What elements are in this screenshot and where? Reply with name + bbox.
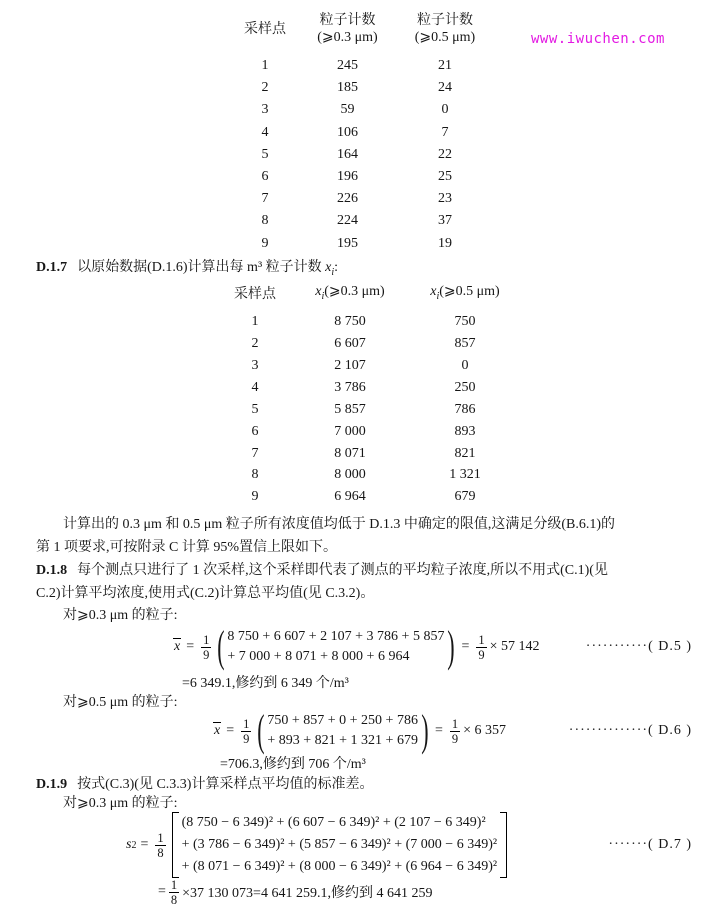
equals-sign: = (140, 837, 149, 853)
paragraph-limits (0, 513, 720, 559)
sum-stack-d7: (8 750 − 6 349)² + (6 607 − 6 349)² + (2 107 − 6 349)² + (3 786 − 6 349)² + (5 857 − 6 349)² + (7 000 − 6 349)² + (8 071 − 6 349)² + (8 000 − 6 349)² + (6 964 − 6 349)² (181, 815, 498, 875)
label-particles-05: 对⩾0.5 μm 的粒子: (63, 695, 178, 711)
table2-cell-xi03: 7 000 (334, 423, 366, 439)
clause-label-d19: D.1.9 (36, 777, 68, 793)
equals-sign: = (158, 884, 166, 900)
label-particles-03-first: 对⩾0.3 μm 的粒子: (63, 608, 178, 624)
table1-cell-count03: 245 (337, 58, 358, 74)
table1-cell-count05: 21 (438, 58, 452, 74)
table2-cell-xi03: 2 107 (334, 358, 366, 373)
fraction-1-8: $\frac{1}{8}$ (170, 877, 178, 907)
table2-cell-xi05: 821 (454, 445, 476, 461)
fraction-1-9: $\frac{1}{9}$ (243, 716, 250, 746)
table2-cell-xi03: 6 964 (334, 489, 366, 505)
table1-header-count-05: 粒子计数 (⩾0.5 μm) (414, 13, 476, 45)
table2-cell-xi03: 6 607 (334, 336, 366, 352)
table1-cell-count05: 0 (441, 102, 449, 118)
x-bar-variable: x (174, 639, 181, 655)
table1-cell-point: 4 (261, 124, 269, 140)
sum-stack-d5: 8 750 + 6 607 + 2 107 + 3 786 + 5 857 + 7 000 + 8 071 + 8 000 + 6 964 (227, 629, 445, 665)
table1-cell-point: 7 (261, 191, 269, 207)
equation-number-d5: ···········( D.5 ) (585, 639, 692, 655)
sum-stack-d6: 750 + 857 + 0 + 250 + 786 + 893 + 821 + 1 321 + 679 (267, 713, 418, 749)
table2-cell-xi03: 8 750 (334, 314, 366, 330)
fraction-1-9: $\frac{1}{9}$ (451, 716, 459, 746)
equals-sign: = (186, 639, 195, 655)
table2-cell-xi05: 893 (454, 423, 476, 439)
table2-rows (205, 311, 720, 508)
table2-cell-xi05: 750 (454, 314, 476, 330)
table1-cell-count05: 24 (438, 80, 452, 96)
result-d7 (0, 877, 720, 907)
paragraph-d17: D.1.7 以原始数据(D.1.6)计算出每 m³ 粒子计数 $x_i$: (36, 259, 339, 278)
equation-d5 (0, 624, 720, 670)
big-paren-left: ( (257, 706, 265, 756)
big-paren-right: ) (421, 706, 429, 756)
table1-cell-point: 1 (261, 58, 269, 74)
table2-cell-point: 7 (251, 445, 259, 461)
fraction-1-8: $\frac{1}{8}$ (157, 830, 164, 860)
var-s: s (126, 837, 132, 853)
product-term: × 6 357 (463, 723, 507, 739)
watermark-text: www.iwuchen.com (531, 31, 665, 47)
result-d7-tail: ×37 130 073=4 641 259.1,修约到 4 641 259 (182, 886, 433, 902)
table1-rows (215, 55, 720, 255)
paragraph-limits-line2: 第 1 项要求,可按附录 C 计算 95%置信上限如下。 (36, 540, 337, 556)
table2-cell-xi05: 250 (454, 379, 476, 395)
sub-i: i (331, 266, 335, 278)
table1-cell-point: 6 (261, 169, 269, 185)
equals-sign: = (226, 723, 235, 739)
table1-cell-point: 3 (261, 102, 269, 118)
table2-cell-xi03: 8 000 (334, 467, 366, 483)
table1-cell-point: 2 (261, 80, 269, 96)
table2-cell-xi05: 786 (454, 401, 476, 417)
table2-cell-point: 4 (251, 379, 259, 395)
table2-cell-xi05: 857 (454, 336, 476, 352)
table2-cell-point: 6 (251, 423, 259, 439)
product-term: × 57 142 (489, 639, 540, 655)
table1-header-sampling-point: 采样点 (244, 21, 286, 37)
table2-cell-xi05: 1 321 (449, 467, 481, 483)
table1-header-count-03: 粒子计数 (⩾0.3 μm) (317, 13, 378, 45)
table2-cell-point: 2 (251, 336, 259, 352)
clause-label-d17: D.1.7 (36, 259, 68, 275)
sup-2: 2 (131, 839, 137, 851)
table2-cell-point: 5 (251, 401, 259, 417)
big-paren-right: ) (447, 622, 456, 672)
big-paren-left: ( (217, 622, 225, 672)
equation-number-d7: ·······( D.7 ) (608, 837, 692, 853)
table2-header-xi-05: $x_i(⩾0.5$ μm) (430, 284, 500, 303)
paragraph-limits-line1: 计算出的 0.3 μm 和 0.5 μm 粒子所有浓度值均低于 D.1.3 中确定的限值,这满足分级(B.6.1)的 (63, 517, 616, 533)
table2-header-sampling-point: 采样点 (234, 286, 276, 302)
table1-cell-count03: 164 (337, 146, 358, 162)
label-particles-03-second: 对⩾0.3 μm 的粒子: (63, 796, 178, 812)
var-x: x (325, 259, 332, 275)
table2-cell-xi05: 0 (461, 358, 469, 373)
x-bar-variable: x (214, 723, 221, 739)
table1-cell-count03: 196 (337, 169, 358, 185)
result-d5: =6 349.1,修约到 6 349 个/m³ (182, 675, 349, 691)
table1-cell-count05: 22 (438, 146, 452, 162)
table2-cell-point: 9 (251, 489, 259, 505)
equals-sign: = (434, 723, 443, 739)
table1-cell-count03: 185 (337, 80, 358, 96)
table1-cell-point: 9 (261, 235, 269, 251)
table2-cell-point: 3 (251, 358, 259, 373)
result-d6: =706.3,修约到 706 个/m³ (220, 757, 366, 773)
paragraph-d19: D.1.9 按式(C.3)(见 C.3.3)计算采样点平均值的标准差。 (36, 777, 374, 793)
table1-cell-count03: 224 (337, 213, 358, 229)
table2-cell-xi05: 679 (454, 489, 476, 505)
table2-cell-point: 1 (251, 314, 259, 330)
table2-header (205, 283, 720, 305)
table1-cell-count03: 195 (337, 235, 358, 251)
table1-cell-count03: 106 (337, 124, 358, 140)
equation-d7 (0, 811, 720, 879)
table1-cell-count05: 25 (438, 169, 452, 185)
equals-sign: = (461, 639, 470, 655)
big-bracket-left (172, 812, 179, 878)
table1-cell-count03: 59 (340, 102, 355, 118)
table1-cell-count05: 19 (438, 235, 452, 251)
fraction-1-9: $\frac{1}{9}$ (203, 632, 210, 662)
table2-cell-xi03: 3 786 (334, 379, 366, 395)
paragraph-d18: D.1.8 每个测点只进行了 1 次采样,这个采样即代表了测点的平均粒子浓度,所以不用式(C.1)(见 C.2)计算平均浓度,使用式(C.2)计算总平均值(见 C.3.2)。 (36, 563, 608, 602)
table2-cell-point: 8 (251, 467, 259, 483)
table1-cell-count05: 7 (441, 124, 449, 140)
table1-cell-count05: 23 (438, 191, 452, 207)
table1-cell-count05: 37 (438, 213, 452, 229)
table1-cell-point: 5 (261, 146, 269, 162)
table2-cell-xi03: 5 857 (334, 401, 366, 417)
equation-d6 (0, 706, 720, 756)
table2-cell-xi03: 8 071 (334, 445, 366, 461)
table2-header-xi-03: $x_i(⩾0.3$ μm) (315, 284, 385, 303)
big-bracket-right (500, 812, 507, 878)
table1-cell-point: 8 (261, 213, 269, 229)
table1-cell-count03: 226 (337, 191, 358, 207)
fraction-1-9: $\frac{1}{9}$ (478, 632, 485, 662)
equation-number-d6: ··············( D.6 ) (568, 723, 692, 739)
clause-label-d18: D.1.8 (36, 563, 68, 579)
